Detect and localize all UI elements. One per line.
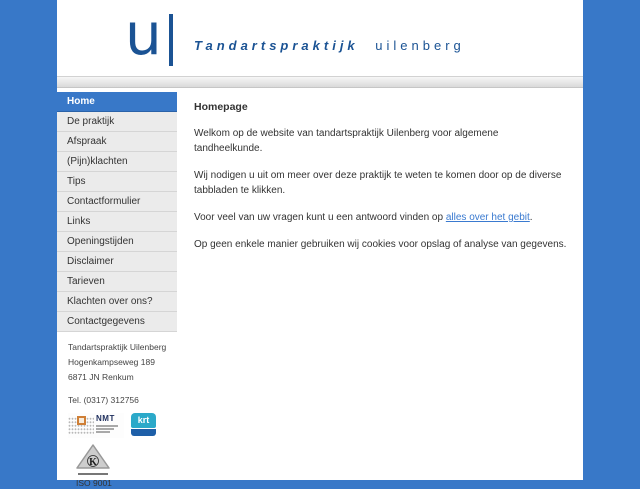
sidebar-item-contactformulier[interactable]: Contactformulier [57, 192, 177, 212]
sidebar-item-pijnklachten[interactable]: (Pijn)klachten [57, 152, 177, 172]
footer-practice-name: Tandartspraktijk Uilenberg [68, 342, 167, 352]
alles-over-het-gebit-link[interactable]: alles over het gebit [445, 212, 530, 223]
kiwa-triangle-icon [76, 444, 110, 470]
krt-logo-text: krt [131, 413, 156, 428]
sidebar-item-disclaimer[interactable]: Disclaimer [57, 252, 177, 272]
sidebar-item-links[interactable]: Links [57, 212, 177, 232]
site-header [57, 0, 583, 76]
footer-street: Hogenkampseweg 189 [68, 357, 155, 367]
nmt-logo [68, 413, 124, 438]
sidebar-item-tips[interactable]: Tips [57, 172, 177, 192]
nmt-microtext-line [96, 425, 118, 427]
sidebar [57, 92, 177, 489]
questions-text-after-link: . [529, 212, 533, 223]
footer-phone: Tel. (0317) 312756 [68, 395, 139, 405]
brand-word-tandartspraktijk: Tandartspraktijk [194, 38, 359, 53]
kiwa-microtext-line [78, 473, 108, 475]
nmt-orange-square [77, 416, 86, 425]
page-container [57, 0, 583, 488]
krt-logo-banner [131, 429, 156, 436]
sidebar-footer [57, 332, 177, 489]
content-area [177, 92, 583, 489]
brand-word-uilenberg: uilenberg [375, 38, 465, 53]
brand-title [194, 38, 465, 53]
page-title: Homepage [194, 101, 248, 113]
nmt-microtext-line [96, 431, 110, 433]
main-layout [57, 88, 583, 489]
logo-vertical-bar [169, 14, 173, 66]
sidebar-item-openingstijden[interactable]: Openingstijden [57, 232, 177, 252]
header-divider-bar [57, 76, 583, 88]
cookies-paragraph: Op geen enkele manier gebruiken wij cookies voor opslag of analyse van gegevens. [194, 239, 567, 250]
nmt-microtext-line [96, 428, 114, 430]
invite-paragraph: Wij nodigen u uit om meer over deze praktijk te weten te komen door op de diverse tabbladen te klikken. [194, 170, 562, 196]
sidebar-item-de-praktijk[interactable]: De praktijk [57, 112, 177, 132]
questions-paragraph [194, 210, 569, 225]
kiwa-iso-logo [76, 444, 116, 489]
footer-city: 6871 JN Renkum [68, 372, 134, 382]
logo-letter-u: u [125, 0, 162, 68]
sidebar-item-klachten-over-ons[interactable]: Klachten over ons? [57, 292, 177, 312]
certification-logo-row [68, 413, 177, 438]
nmt-logo-text: NMT [96, 414, 115, 423]
krt-logo [131, 413, 156, 436]
sidebar-item-tarieven[interactable]: Tarieven [57, 272, 177, 292]
svg-text:K: K [89, 457, 97, 468]
sidebar-item-afspraak[interactable]: Afspraak [57, 132, 177, 152]
iso-9001-label: ISO 9001 [76, 478, 112, 488]
questions-text-before-link: Voor veel van uw vragen kunt u een antwoord vinden op [194, 212, 446, 223]
sidebar-item-home[interactable]: Home [57, 92, 177, 112]
sidebar-item-contactgegevens[interactable]: Contactgegevens [57, 312, 177, 332]
intro-paragraph: Welkom op de website van tandartspraktijk Uilenberg voor algemene tandheelkunde. [194, 128, 499, 154]
